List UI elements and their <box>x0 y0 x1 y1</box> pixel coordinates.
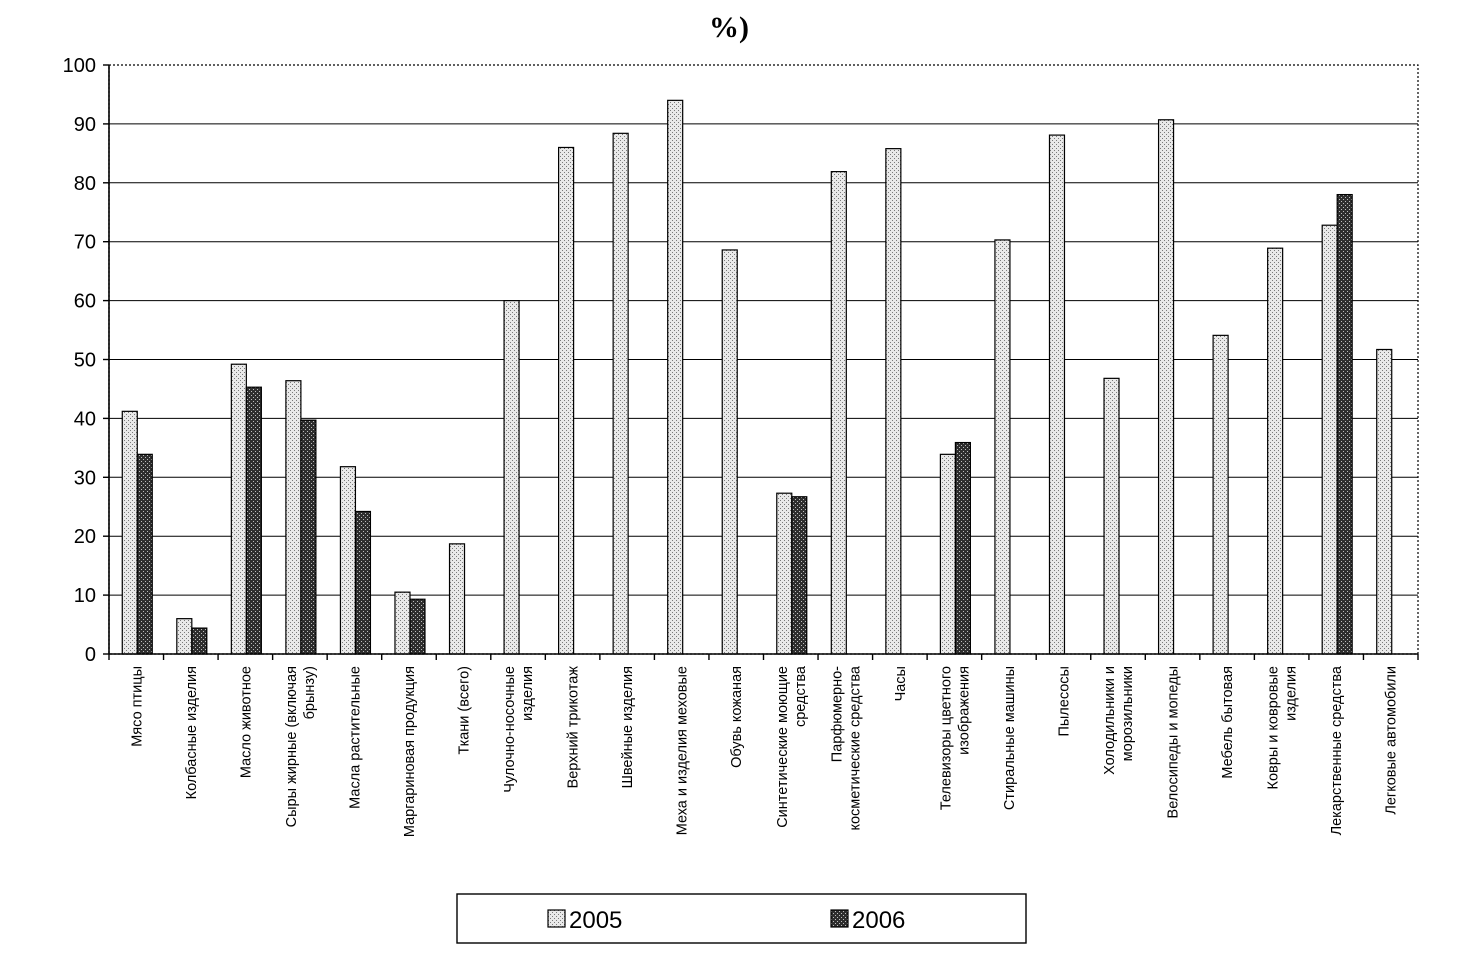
y-tick-label: 10 <box>73 585 96 608</box>
x-tick-label: Пылесосы <box>1056 666 1073 737</box>
x-tick-label: Колбасные изделия <box>183 666 200 800</box>
x-tick-label: Маргариновая продукция <box>401 666 418 838</box>
x-tick-label: средства <box>792 666 809 728</box>
bars <box>122 100 1391 654</box>
bar-2006-23 <box>1337 195 1352 654</box>
x-tick-label: Чулочно-носочные <box>502 666 519 793</box>
bar-2005-1 <box>122 411 137 654</box>
bar-2005-4 <box>286 381 301 654</box>
bar-2005-19 <box>1104 378 1119 654</box>
bar-2006-13 <box>792 497 807 654</box>
legend-box <box>457 894 1026 943</box>
bar-2006-3 <box>246 387 261 654</box>
x-tick-label: Стиральные машины <box>1001 666 1018 811</box>
x-tick-label: Сыры жирные (включая <box>283 666 300 828</box>
bar-2005-2 <box>177 619 192 654</box>
bar-2005-3 <box>231 364 246 654</box>
y-tick-labels <box>63 55 96 666</box>
legend-swatch-2005 <box>548 910 565 927</box>
y-tick-label: 0 <box>84 644 96 666</box>
bar-2006-2 <box>192 628 207 654</box>
bar-2006-1 <box>137 454 152 654</box>
chart-title: %) <box>709 11 749 44</box>
bar-2005-20 <box>1159 120 1174 654</box>
x-tick-label: Синтетические моющие <box>774 666 791 828</box>
bar-2005-9 <box>559 147 574 654</box>
x-tick-label: Велосипеды и мопеды <box>1165 666 1182 819</box>
y-tick-label: 70 <box>73 231 96 254</box>
x-tick-label: Мясо птицы <box>129 666 146 747</box>
bar-2005-15 <box>886 149 901 654</box>
y-tick-label: 30 <box>73 467 96 490</box>
bar-2006-16 <box>955 443 970 654</box>
bar-2005-6 <box>395 592 410 654</box>
legend <box>457 894 1026 943</box>
bar-2005-21 <box>1213 335 1228 654</box>
x-tick-label: Легковые автомобили <box>1383 666 1400 815</box>
bar-2005-18 <box>1049 135 1064 654</box>
legend-swatch-2006 <box>831 910 848 927</box>
y-tick-label: 20 <box>73 526 96 549</box>
x-tick-label: изображения <box>956 665 973 755</box>
x-tick-label: Верхний трикотаж <box>565 666 582 789</box>
x-tick-label: Мебель бытовая <box>1220 666 1237 779</box>
y-tick-label: 40 <box>73 408 96 431</box>
x-tick-label: Ткани (всего) <box>456 666 473 755</box>
bar-2006-4 <box>301 420 316 654</box>
x-tick-label: Холодильники и <box>1102 666 1119 775</box>
bar-2005-17 <box>995 240 1010 654</box>
x-tick-label: Обувь кожаная <box>729 666 746 768</box>
x-tick-label: морозильники <box>1120 666 1137 762</box>
bar-2005-22 <box>1268 248 1283 654</box>
bar-2005-13 <box>777 493 792 654</box>
x-tick-labels <box>129 665 1399 837</box>
bar-2005-23 <box>1322 225 1337 654</box>
x-tick-label: изделия <box>520 666 537 721</box>
x-tick-label: Парфюмерно- <box>829 666 846 763</box>
bar-2005-14 <box>831 172 846 654</box>
legend-label-2005: 2005 <box>569 907 623 934</box>
x-tick-label: брынзу) <box>301 666 318 720</box>
y-tick-label: 80 <box>73 172 96 195</box>
x-tick-label: Ковры и ковровые <box>1265 666 1282 790</box>
bar-2006-6 <box>410 599 425 654</box>
x-tick-label: косметические средства <box>847 666 864 831</box>
legend-label-2006: 2006 <box>852 907 906 934</box>
x-tick-label: Меха и изделия меховые <box>674 666 691 836</box>
bar-2005-12 <box>722 250 737 654</box>
bar-2005-24 <box>1377 349 1392 654</box>
x-tick-label: Часы <box>892 666 909 702</box>
bar-2006-5 <box>355 511 370 654</box>
y-tick-label: 100 <box>62 55 96 77</box>
bar-2005-11 <box>668 100 683 654</box>
bar-2005-5 <box>340 467 355 654</box>
x-tick-label: Телевизоры цветного <box>938 665 955 811</box>
bar-2005-8 <box>504 301 519 654</box>
x-tick-label: Масло животное <box>238 666 255 779</box>
bar-2005-16 <box>940 454 955 654</box>
x-tick-label: изделия <box>1283 666 1300 721</box>
x-tick-label: Масла растительные <box>347 666 364 809</box>
y-tick-label: 60 <box>73 290 96 313</box>
x-tick-label: Швейные изделия <box>620 666 637 789</box>
y-tick-label: 50 <box>73 349 96 372</box>
bar-2005-10 <box>613 133 628 654</box>
y-tick-label: 90 <box>73 113 96 136</box>
bar-2005-7 <box>450 544 465 654</box>
x-tick-label: Лекарственные средства <box>1329 666 1346 836</box>
